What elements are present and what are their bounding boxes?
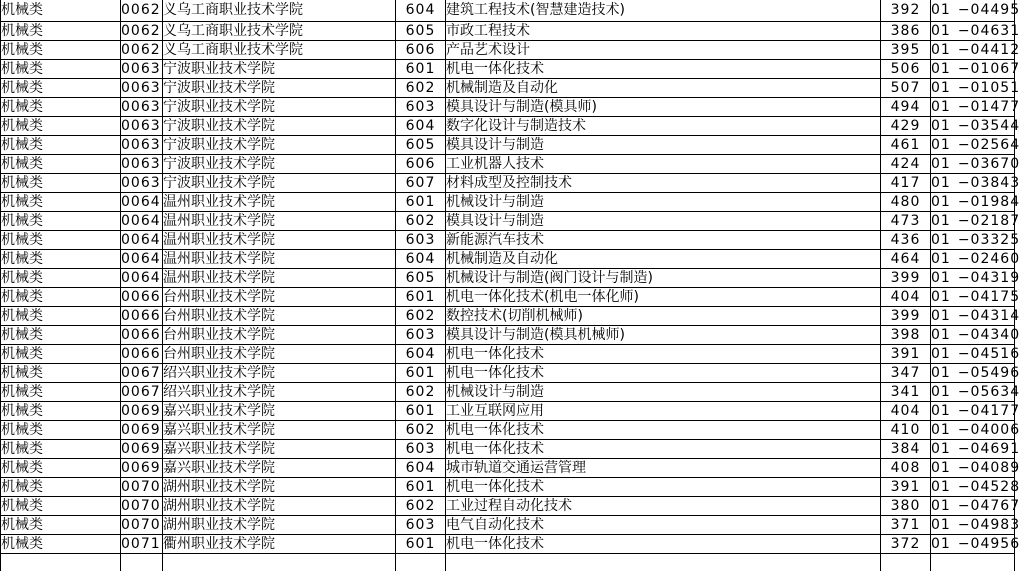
plan-number: 01 xyxy=(931,175,951,191)
cell-major-code: 601 xyxy=(396,60,446,79)
cell-rank xyxy=(931,345,1015,364)
rank-value: −04691 xyxy=(958,441,1020,457)
cell-major-code: 603 xyxy=(396,440,446,459)
rank-value: −01477 xyxy=(958,99,1020,115)
plan-number: 01 xyxy=(931,460,951,476)
cell-college-code xyxy=(121,554,163,571)
cell-major-code: 604 xyxy=(396,0,446,22)
cell-college-code: 0067 xyxy=(121,383,163,402)
cell-college-code: 0064 xyxy=(121,212,163,231)
cell-major-name: 模具设计与制造(模具机械师) xyxy=(446,326,881,345)
cell-category: 机械类 xyxy=(1,231,121,250)
cell-college-code: 0063 xyxy=(121,117,163,136)
cell-major-name: 机械制造及自动化 xyxy=(446,250,881,269)
cell-college-name: 台州职业技术学院 xyxy=(163,326,396,345)
cell-college-name: 嘉兴职业技术学院 xyxy=(163,459,396,478)
cell-major-name: 机电一体化技术 xyxy=(446,440,881,459)
plan-number: 01 xyxy=(931,498,951,514)
cell-rank xyxy=(931,269,1015,288)
cell-category: 机械类 xyxy=(1,535,121,554)
cell-major-code: 602 xyxy=(396,212,446,231)
table-row xyxy=(1,174,1015,193)
cell-rank xyxy=(931,459,1015,478)
cell-college-code: 0063 xyxy=(121,98,163,117)
cell-college-name: 宁波职业技术学院 xyxy=(163,98,396,117)
cell-score: 384 xyxy=(881,440,931,459)
cell-score: 436 xyxy=(881,231,931,250)
cell-major-name: 产品艺术设计 xyxy=(446,41,881,60)
cell-major-name: 工业过程自动化技术 xyxy=(446,497,881,516)
cell-category: 机械类 xyxy=(1,516,121,535)
cell-category: 机械类 xyxy=(1,345,121,364)
cell-college-name: 衢州职业技术学院 xyxy=(163,535,396,554)
rank-value: −03544 xyxy=(958,118,1020,134)
cell-college-name: 嘉兴职业技术学院 xyxy=(163,440,396,459)
cell-rank xyxy=(931,250,1015,269)
plan-number: 01 xyxy=(931,289,951,305)
rank-value: −04516 xyxy=(958,346,1020,362)
cell-rank xyxy=(931,231,1015,250)
plan-number: 01 xyxy=(931,213,951,229)
cell-college-name xyxy=(163,554,396,571)
rank-value: −03325 xyxy=(958,232,1020,248)
cell-major-code: 604 xyxy=(396,117,446,136)
cell-category: 机械类 xyxy=(1,250,121,269)
cell-college-code: 0069 xyxy=(121,421,163,440)
cell-score: 395 xyxy=(881,41,931,60)
plan-number: 01 xyxy=(931,479,951,495)
cell-major-code: 601 xyxy=(396,535,446,554)
cell-score: 464 xyxy=(881,250,931,269)
cell-rank xyxy=(931,212,1015,231)
cell-major-name: 模具设计与制造 xyxy=(446,136,881,155)
cell-major-code: 601 xyxy=(396,193,446,212)
rank-value: −01984 xyxy=(958,194,1020,210)
plan-number: 01 xyxy=(931,384,951,400)
cell-category: 机械类 xyxy=(1,117,121,136)
cell-major-code: 601 xyxy=(396,364,446,383)
cell-category: 机械类 xyxy=(1,79,121,98)
cell-college-name: 台州职业技术学院 xyxy=(163,288,396,307)
cell-college-code: 0070 xyxy=(121,497,163,516)
cell-rank xyxy=(931,402,1015,421)
plan-number: 01 xyxy=(931,61,951,77)
cell-college-name: 义乌工商职业技术学院 xyxy=(163,41,396,60)
plan-number: 01 xyxy=(931,365,951,381)
plan-number: 01 xyxy=(931,232,951,248)
cell-college-name: 温州职业技术学院 xyxy=(163,250,396,269)
cell-category: 机械类 xyxy=(1,212,121,231)
table-row xyxy=(1,136,1015,155)
rank-value: −04314 xyxy=(958,308,1020,324)
cell-college-name: 宁波职业技术学院 xyxy=(163,136,396,155)
cell-college-name: 绍兴职业技术学院 xyxy=(163,364,396,383)
plan-number: 01 xyxy=(931,517,951,533)
cell-score: 507 xyxy=(881,79,931,98)
cell-category: 机械类 xyxy=(1,402,121,421)
cell-college-code: 0063 xyxy=(121,174,163,193)
plan-number: 01 xyxy=(931,23,951,39)
cell-major-code: 606 xyxy=(396,155,446,174)
cell-college-code: 0066 xyxy=(121,326,163,345)
cell-score: 417 xyxy=(881,174,931,193)
table-row xyxy=(1,421,1015,440)
cell-college-code: 0062 xyxy=(121,41,163,60)
cell-major-name: 数控技术(切削机械师) xyxy=(446,307,881,326)
cell-college-code: 0062 xyxy=(121,0,163,22)
cell-score: 386 xyxy=(881,22,931,41)
cell-major-code: 606 xyxy=(396,41,446,60)
cell-rank xyxy=(931,288,1015,307)
cell-rank xyxy=(931,516,1015,535)
cell-score: 473 xyxy=(881,212,931,231)
cell-college-code: 0070 xyxy=(121,478,163,497)
cell-score xyxy=(881,554,931,571)
rank-value: −04767 xyxy=(958,498,1020,514)
cell-college-code: 0062 xyxy=(121,22,163,41)
cell-score: 410 xyxy=(881,421,931,440)
rank-value: −02187 xyxy=(958,213,1020,229)
cell-major-code: 604 xyxy=(396,345,446,364)
plan-number: 01 xyxy=(931,2,951,18)
rank-value: −04528 xyxy=(958,479,1020,495)
cell-rank xyxy=(931,60,1015,79)
cell-college-name: 台州职业技术学院 xyxy=(163,345,396,364)
cell-major-code: 602 xyxy=(396,79,446,98)
cell-major-name: 机械制造及自动化 xyxy=(446,79,881,98)
cell-major-code xyxy=(396,554,446,571)
cell-score: 371 xyxy=(881,516,931,535)
plan-number: 01 xyxy=(931,42,951,58)
cell-college-name: 湖州职业技术学院 xyxy=(163,497,396,516)
plan-number: 01 xyxy=(931,118,951,134)
cell-major-code: 601 xyxy=(396,402,446,421)
cell-score: 391 xyxy=(881,478,931,497)
cell-category: 机械类 xyxy=(1,497,121,516)
rank-value: −04956 xyxy=(958,536,1020,552)
cell-major-code: 604 xyxy=(396,250,446,269)
rank-value: −03670 xyxy=(958,156,1020,172)
table-row-clipped xyxy=(1,554,1015,571)
cell-college-code: 0069 xyxy=(121,459,163,478)
cell-major-code: 602 xyxy=(396,307,446,326)
cell-college-name: 绍兴职业技术学院 xyxy=(163,383,396,402)
rank-value: −01051 xyxy=(958,80,1020,96)
table-row xyxy=(1,307,1015,326)
cell-rank xyxy=(931,174,1015,193)
rank-value: −04089 xyxy=(958,460,1020,476)
cell-category: 机械类 xyxy=(1,307,121,326)
cell-rank xyxy=(931,383,1015,402)
plan-number: 01 xyxy=(931,308,951,324)
cell-major-name: 模具设计与制造(模具师) xyxy=(446,98,881,117)
cell-category: 机械类 xyxy=(1,22,121,41)
cell-score: 494 xyxy=(881,98,931,117)
cell-major-name: 建筑工程技术(智慧建造技术) xyxy=(446,0,881,22)
rank-value: −04175 xyxy=(958,289,1020,305)
cell-rank xyxy=(931,155,1015,174)
cell-rank xyxy=(931,193,1015,212)
rank-value: −04319 xyxy=(958,270,1020,286)
cell-major-code: 602 xyxy=(396,383,446,402)
rank-value: −04006 xyxy=(958,422,1020,438)
table-row xyxy=(1,535,1015,554)
cell-major-code: 601 xyxy=(396,288,446,307)
cell-score: 372 xyxy=(881,535,931,554)
cell-score: 391 xyxy=(881,345,931,364)
cell-major-name: 机械设计与制造 xyxy=(446,383,881,402)
cell-college-name: 嘉兴职业技术学院 xyxy=(163,421,396,440)
cell-college-name: 宁波职业技术学院 xyxy=(163,155,396,174)
cell-major-code: 603 xyxy=(396,516,446,535)
table-row xyxy=(1,0,1015,22)
cell-major-name: 机械设计与制造(阀门设计与制造) xyxy=(446,269,881,288)
cell-major-name: 机电一体化技术 xyxy=(446,421,881,440)
cell-score: 404 xyxy=(881,288,931,307)
cell-college-code: 0063 xyxy=(121,155,163,174)
cell-category: 机械类 xyxy=(1,364,121,383)
cell-college-name: 温州职业技术学院 xyxy=(163,193,396,212)
cell-rank xyxy=(931,478,1015,497)
rank-value: −03843 xyxy=(958,175,1020,191)
cell-category: 机械类 xyxy=(1,174,121,193)
cell-major-name: 市政工程技术 xyxy=(446,22,881,41)
table-row xyxy=(1,155,1015,174)
table-row xyxy=(1,231,1015,250)
table-row xyxy=(1,60,1015,79)
cell-major-name: 机电一体化技术 xyxy=(446,535,881,554)
plan-number: 01 xyxy=(931,80,951,96)
table-body xyxy=(1,0,1015,571)
cell-college-code: 0066 xyxy=(121,288,163,307)
cell-major-code: 602 xyxy=(396,497,446,516)
cell-college-code: 0069 xyxy=(121,402,163,421)
rank-value: −02460 xyxy=(958,251,1020,267)
cell-score: 424 xyxy=(881,155,931,174)
cell-score: 392 xyxy=(881,0,931,22)
table-row xyxy=(1,117,1015,136)
cell-category: 机械类 xyxy=(1,136,121,155)
plan-number: 01 xyxy=(931,194,951,210)
cell-rank xyxy=(931,326,1015,345)
cell-score: 399 xyxy=(881,307,931,326)
table-row xyxy=(1,212,1015,231)
table-row xyxy=(1,269,1015,288)
cell-college-name: 义乌工商职业技术学院 xyxy=(163,22,396,41)
table-row xyxy=(1,383,1015,402)
rank-value: −05496 xyxy=(958,365,1020,381)
cell-major-name: 电气自动化技术 xyxy=(446,516,881,535)
plan-number: 01 xyxy=(931,156,951,172)
cell-college-code: 0064 xyxy=(121,231,163,250)
cell-score: 380 xyxy=(881,497,931,516)
cell-score: 408 xyxy=(881,459,931,478)
cell-college-name: 温州职业技术学院 xyxy=(163,212,396,231)
cell-rank xyxy=(931,0,1015,22)
cell-rank xyxy=(931,364,1015,383)
cell-major-name: 机电一体化技术 xyxy=(446,364,881,383)
table-row xyxy=(1,364,1015,383)
cell-college-name: 湖州职业技术学院 xyxy=(163,516,396,535)
cell-rank xyxy=(931,497,1015,516)
cell-rank xyxy=(931,98,1015,117)
plan-number: 01 xyxy=(931,270,951,286)
table-row xyxy=(1,478,1015,497)
plan-number: 01 xyxy=(931,251,951,267)
cell-score: 461 xyxy=(881,136,931,155)
cell-college-code: 0070 xyxy=(121,516,163,535)
cell-major-code: 602 xyxy=(396,421,446,440)
table-row xyxy=(1,402,1015,421)
cell-category: 机械类 xyxy=(1,98,121,117)
rank-value: −04631 xyxy=(958,23,1020,39)
cell-college-code: 0063 xyxy=(121,60,163,79)
table-row xyxy=(1,22,1015,41)
rank-value: −02564 xyxy=(958,137,1020,153)
cell-rank xyxy=(931,535,1015,554)
rank-value: −04340 xyxy=(958,327,1020,343)
cell-college-code: 0069 xyxy=(121,440,163,459)
cell-major-name: 城市轨道交通运营管理 xyxy=(446,459,881,478)
cell-college-code: 0071 xyxy=(121,535,163,554)
cell-category: 机械类 xyxy=(1,60,121,79)
rank-value: −04983 xyxy=(958,517,1020,533)
table-row xyxy=(1,516,1015,535)
cell-score: 480 xyxy=(881,193,931,212)
cell-major-code: 601 xyxy=(396,478,446,497)
cell-major-code: 603 xyxy=(396,231,446,250)
cell-category: 机械类 xyxy=(1,326,121,345)
cell-category: 机械类 xyxy=(1,288,121,307)
plan-number: 01 xyxy=(931,346,951,362)
cell-major-name xyxy=(446,554,881,571)
cell-major-name: 工业互联网应用 xyxy=(446,402,881,421)
cell-major-name: 机电一体化技术 xyxy=(446,478,881,497)
table-row xyxy=(1,345,1015,364)
cell-college-name: 台州职业技术学院 xyxy=(163,307,396,326)
cell-college-code: 0067 xyxy=(121,364,163,383)
cell-category: 机械类 xyxy=(1,440,121,459)
cell-major-code: 605 xyxy=(396,22,446,41)
table-row xyxy=(1,250,1015,269)
cell-rank xyxy=(931,117,1015,136)
table-row xyxy=(1,288,1015,307)
cell-rank xyxy=(931,440,1015,459)
cell-major-code: 605 xyxy=(396,136,446,155)
table-row xyxy=(1,79,1015,98)
cell-score: 429 xyxy=(881,117,931,136)
cell-category: 机械类 xyxy=(1,155,121,174)
rank-value: −04177 xyxy=(958,403,1020,419)
cell-college-name: 义乌工商职业技术学院 xyxy=(163,0,396,22)
cell-college-name: 嘉兴职业技术学院 xyxy=(163,402,396,421)
plan-number: 01 xyxy=(931,441,951,457)
cell-major-code: 604 xyxy=(396,459,446,478)
cell-major-name: 机械设计与制造 xyxy=(446,193,881,212)
cell-major-code: 603 xyxy=(396,326,446,345)
rank-value: −01067 xyxy=(958,61,1020,77)
cell-category: 机械类 xyxy=(1,478,121,497)
cell-major-name: 模具设计与制造 xyxy=(446,212,881,231)
cell-score: 399 xyxy=(881,269,931,288)
cell-college-code: 0063 xyxy=(121,136,163,155)
cell-college-code: 0066 xyxy=(121,345,163,364)
plan-number: 01 xyxy=(931,99,951,115)
cell-score: 398 xyxy=(881,326,931,345)
cell-major-name: 材料成型及控制技术 xyxy=(446,174,881,193)
cell-college-name: 宁波职业技术学院 xyxy=(163,117,396,136)
rank-value: −04412 xyxy=(958,42,1020,58)
cell-rank xyxy=(931,136,1015,155)
cell-college-name: 宁波职业技术学院 xyxy=(163,60,396,79)
cell-category: 机械类 xyxy=(1,41,121,60)
cell-college-name: 宁波职业技术学院 xyxy=(163,79,396,98)
cell-major-code: 605 xyxy=(396,269,446,288)
cell-college-code: 0064 xyxy=(121,269,163,288)
cell-score: 404 xyxy=(881,402,931,421)
cell-major-name: 机电一体化技术 xyxy=(446,345,881,364)
cell-rank xyxy=(931,79,1015,98)
cell-category: 机械类 xyxy=(1,193,121,212)
cell-college-name: 湖州职业技术学院 xyxy=(163,478,396,497)
cell-major-name: 新能源汽车技术 xyxy=(446,231,881,250)
cell-college-name: 温州职业技术学院 xyxy=(163,269,396,288)
cell-major-name: 机电一体化技术(机电一体化师) xyxy=(446,288,881,307)
cell-category: 机械类 xyxy=(1,421,121,440)
cell-category: 机械类 xyxy=(1,383,121,402)
plan-number: 01 xyxy=(931,536,951,552)
cell-major-name: 工业机器人技术 xyxy=(446,155,881,174)
cell-major-name: 机电一体化技术 xyxy=(446,60,881,79)
table-row xyxy=(1,41,1015,60)
cell-rank xyxy=(931,41,1015,60)
cell-score: 347 xyxy=(881,364,931,383)
plan-number: 01 xyxy=(931,422,951,438)
cell-major-name: 数字化设计与制造技术 xyxy=(446,117,881,136)
table-row xyxy=(1,326,1015,345)
cell-rank xyxy=(931,22,1015,41)
table-row xyxy=(1,193,1015,212)
plan-number: 01 xyxy=(931,327,951,343)
cell-college-name: 宁波职业技术学院 xyxy=(163,174,396,193)
cell-college-code: 0064 xyxy=(121,193,163,212)
cell-major-code: 607 xyxy=(396,174,446,193)
cell-category xyxy=(1,554,121,571)
cell-category: 机械类 xyxy=(1,269,121,288)
cell-college-code: 0063 xyxy=(121,79,163,98)
cell-rank xyxy=(931,554,1015,571)
cell-category: 机械类 xyxy=(1,459,121,478)
cell-college-name: 温州职业技术学院 xyxy=(163,231,396,250)
rank-value: −05634 xyxy=(958,384,1020,400)
cell-score: 341 xyxy=(881,383,931,402)
plan-number: 01 xyxy=(931,137,951,153)
cell-score: 506 xyxy=(881,60,931,79)
cell-major-code: 603 xyxy=(396,98,446,117)
rank-value: −04495 xyxy=(958,2,1020,18)
cell-rank xyxy=(931,307,1015,326)
cell-category: 机械类 xyxy=(1,0,121,22)
cell-rank xyxy=(931,421,1015,440)
cell-college-code: 0066 xyxy=(121,307,163,326)
table-row xyxy=(1,497,1015,516)
plan-number: 01 xyxy=(931,403,951,419)
table-row xyxy=(1,459,1015,478)
cell-college-code: 0064 xyxy=(121,250,163,269)
table-row xyxy=(1,440,1015,459)
table-row xyxy=(1,98,1015,117)
